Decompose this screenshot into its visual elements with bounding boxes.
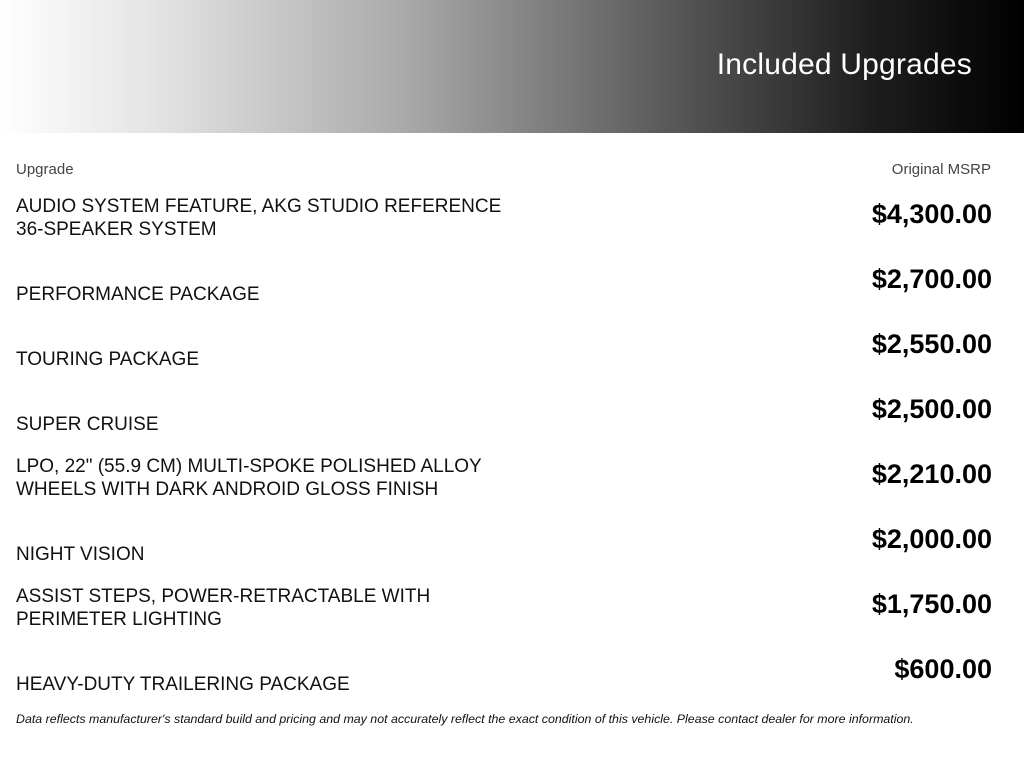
- upgrade-row: [0, 522, 1024, 587]
- upgrade-price: $1,750.00: [871, 589, 992, 619]
- upgrade-name: SUPER CRUISE: [16, 414, 159, 435]
- upgrade-list: [0, 197, 1024, 717]
- upgrade-row: [0, 652, 1024, 717]
- header-banner: [0, 0, 1024, 133]
- upgrade-price: $600.00: [894, 654, 992, 684]
- upgrade-row: [0, 262, 1024, 327]
- upgrade-row: [0, 457, 1024, 522]
- upgrade-name: TOURING PACKAGE: [16, 349, 199, 370]
- upgrade-name: ASSIST STEPS, POWER-RETRACTABLE WITH PERIMETER LIGHTING: [16, 586, 431, 630]
- page-title: Included Upgrades: [716, 48, 972, 81]
- upgrade-price: $2,500.00: [871, 394, 992, 424]
- upgrade-name: AUDIO SYSTEM FEATURE, AKG STUDIO REFERENCE 36-SPEAKER SYSTEM: [16, 196, 502, 240]
- upgrade-row: [0, 327, 1024, 392]
- upgrade-price: $2,210.00: [871, 459, 992, 489]
- column-header-msrp: Original MSRP: [891, 161, 991, 178]
- upgrade-name: HEAVY-DUTY TRAILERING PACKAGE: [16, 674, 350, 695]
- upgrade-name: LPO, 22" (55.9 CM) MULTI-SPOKE POLISHED ALLOY WHEELS WITH DARK ANDROID GLOSS FINISH: [16, 456, 482, 500]
- upgrade-row: [0, 392, 1024, 457]
- upgrade-name: NIGHT VISION: [16, 544, 145, 565]
- upgrade-row: [0, 587, 1024, 652]
- upgrade-price: $4,300.00: [871, 199, 992, 229]
- upgrade-name: PERFORMANCE PACKAGE: [16, 284, 260, 305]
- upgrade-price: $2,550.00: [871, 329, 992, 359]
- upgrade-price: $2,000.00: [871, 524, 992, 554]
- column-header-upgrade: Upgrade: [16, 161, 74, 178]
- upgrade-row: [0, 197, 1024, 262]
- upgrade-price: $2,700.00: [871, 264, 992, 294]
- disclaimer-text: Data reflects manufacturer's standard build and pricing and may not accurately reflect the exact condition of this vehicle. Please contact dealer for more information.: [16, 712, 914, 726]
